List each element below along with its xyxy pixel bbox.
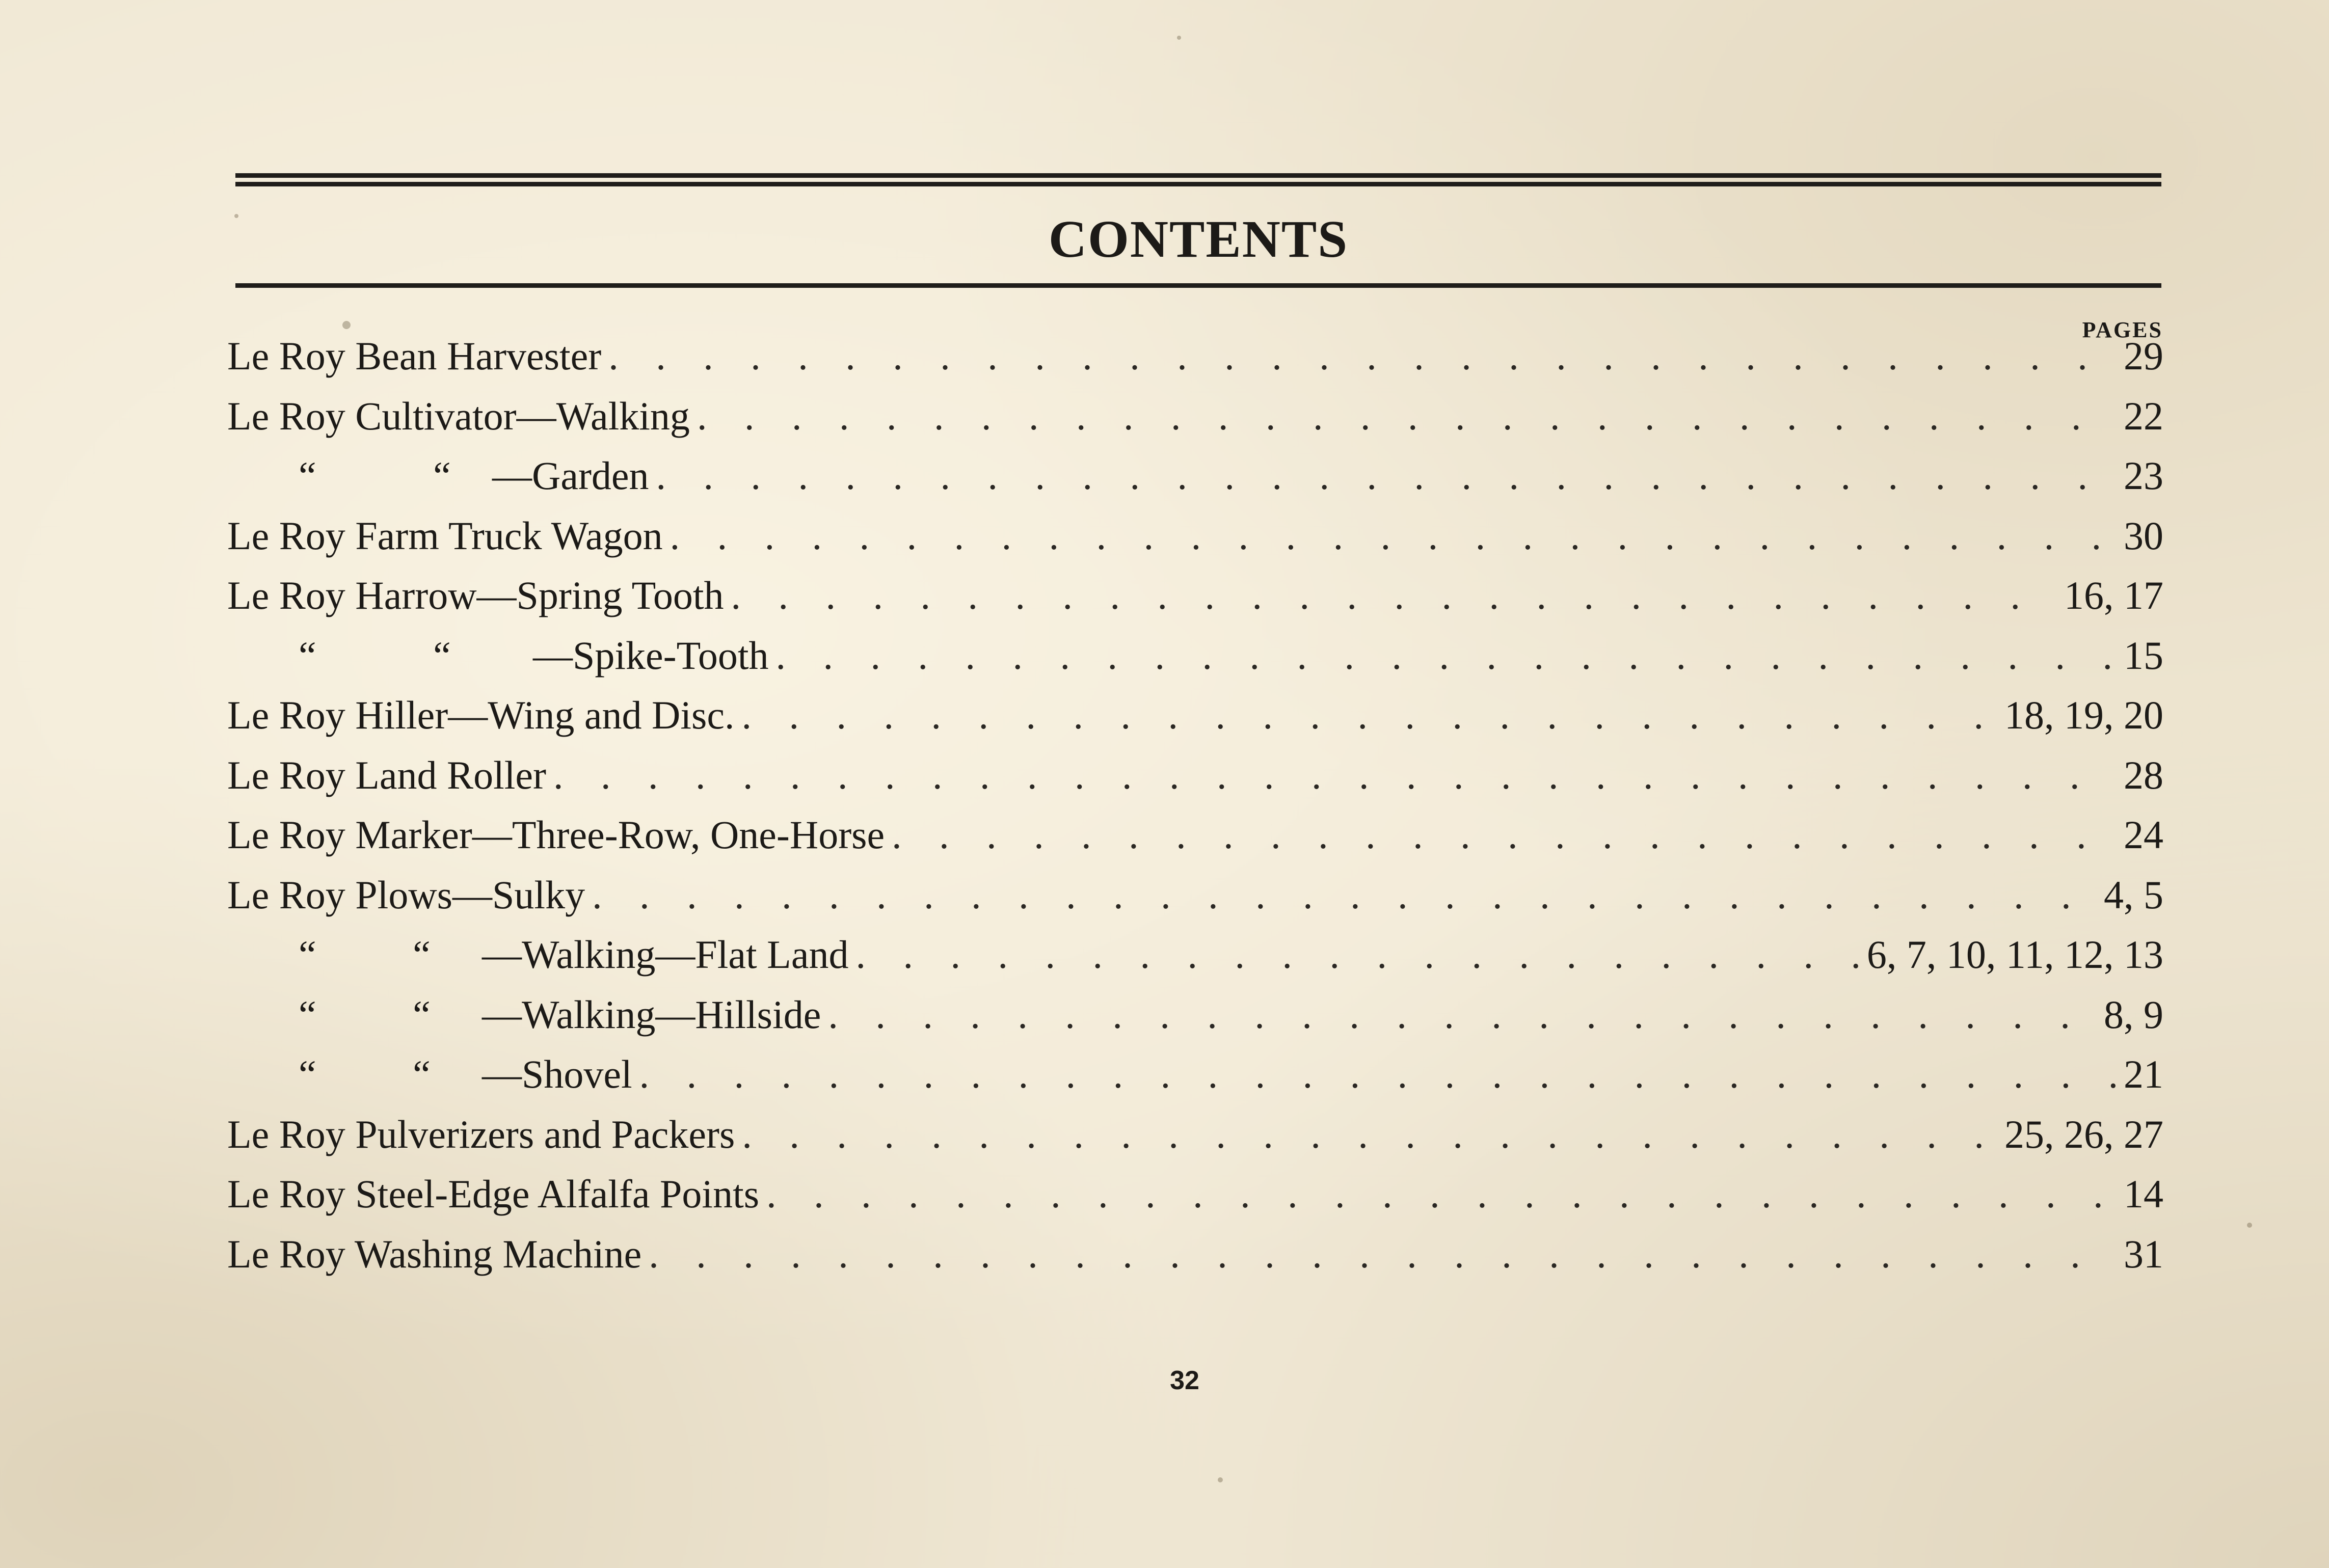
dot-leader [553, 745, 2117, 805]
entry-title: —Shovel [482, 1052, 632, 1096]
dot-leader [828, 985, 2097, 1045]
contents-entry [227, 1104, 2163, 1165]
ditto-marks: “ “ [299, 932, 431, 977]
dot-leader [697, 386, 2117, 446]
paper-speck [2247, 1223, 2252, 1228]
paper-speck [234, 214, 238, 218]
contents-entry [227, 1224, 2163, 1284]
entry-pages: 25, 26, 27 [2004, 1112, 2163, 1156]
entry-title: Le Roy Steel-Edge Alfalfa Points [227, 1172, 760, 1216]
entry-title: Le Roy Plows—Sulky [227, 872, 585, 917]
entry-pages: 15 [2124, 633, 2163, 678]
entry-pages: 14 [2124, 1172, 2163, 1216]
dot-leader [670, 506, 2117, 566]
entry-pages: 18, 19, 20 [2004, 693, 2163, 737]
dot-leader [776, 626, 2117, 686]
contents-entry [227, 386, 2163, 446]
entry-pages: 6, 7, 10, 11, 12, 13 [1866, 932, 2163, 977]
entry-title: —Walking—Hillside [482, 992, 821, 1037]
contents-entry [227, 506, 2163, 566]
paper-speck [342, 321, 351, 329]
entry-title: —Walking—Flat Land [482, 932, 849, 977]
pages-column-header: PAGES [2082, 317, 2163, 342]
ditto-marks: “ “ [299, 992, 431, 1037]
entry-title: Le Roy Farm Truck Wagon [227, 513, 663, 558]
entry-title: Le Roy Marker—Three-Row, One-Horse [227, 813, 885, 857]
contents-subentry [227, 446, 2163, 506]
title-underline-rule [235, 283, 2161, 288]
contents-entry [227, 805, 2163, 865]
entry-pages: 8, 9 [2104, 992, 2163, 1037]
contents-subentry [227, 626, 2163, 686]
contents-entry [227, 565, 2163, 626]
contents-entry [227, 326, 2163, 386]
entry-pages: 23 [2124, 453, 2163, 498]
dot-leader [742, 1104, 1997, 1165]
dot-leader [742, 685, 1998, 745]
entry-pages: 16, 17 [2064, 573, 2163, 617]
entry-pages: 31 [2124, 1231, 2163, 1276]
entry-title: Le Roy Hiller—Wing and Disc. [227, 693, 735, 737]
top-double-rule [235, 173, 2161, 186]
contents-entry [227, 865, 2163, 925]
dot-leader [855, 925, 1859, 985]
entry-pages: 28 [2124, 752, 2163, 797]
ditto-marks: “ “ [299, 633, 451, 678]
contents-list [227, 326, 2163, 1284]
entry-pages: 4, 5 [2104, 872, 2163, 917]
contents-entry [227, 1164, 2163, 1224]
contents-subentry [227, 925, 2163, 985]
entry-title: Le Roy Harrow—Spring Tooth [227, 573, 724, 617]
entry-pages: 30 [2124, 513, 2163, 558]
entry-pages: 24 [2124, 813, 2163, 857]
dot-leader [608, 326, 2117, 386]
dot-leader [656, 446, 2117, 506]
paper-speck [1218, 1477, 1223, 1482]
entry-title: —Spike-Tooth [533, 633, 769, 678]
dot-leader [731, 565, 2057, 626]
entry-pages: 29 [2124, 334, 2163, 378]
entry-pages: 21 [2124, 1052, 2163, 1096]
contents-entry [227, 745, 2163, 805]
dot-leader [649, 1224, 2117, 1284]
entry-title: Le Roy Land Roller [227, 752, 547, 797]
paper-speck [1177, 36, 1181, 40]
dot-leader [766, 1164, 2117, 1224]
contents-subentry [227, 1044, 2163, 1104]
contents-subentry [227, 985, 2163, 1045]
page-title: CONTENTS [1048, 210, 1349, 268]
entry-title: Le Roy Bean Harvester [227, 334, 602, 378]
ditto-marks: “ “ [299, 1052, 431, 1096]
dot-leader [892, 805, 2117, 865]
ditto-marks: “ “ [299, 453, 451, 498]
page-number: 32 [1170, 1366, 1199, 1395]
entry-title: Le Roy Pulverizers and Packers [227, 1112, 735, 1156]
entry-pages: 22 [2124, 393, 2163, 438]
entry-title: —Garden [492, 453, 649, 498]
dot-leader [639, 1044, 2117, 1104]
entry-title: Le Roy Cultivator—Walking [227, 393, 690, 438]
dot-leader [592, 865, 2097, 925]
entry-title: Le Roy Washing Machine [227, 1231, 642, 1276]
contents-entry [227, 685, 2163, 745]
